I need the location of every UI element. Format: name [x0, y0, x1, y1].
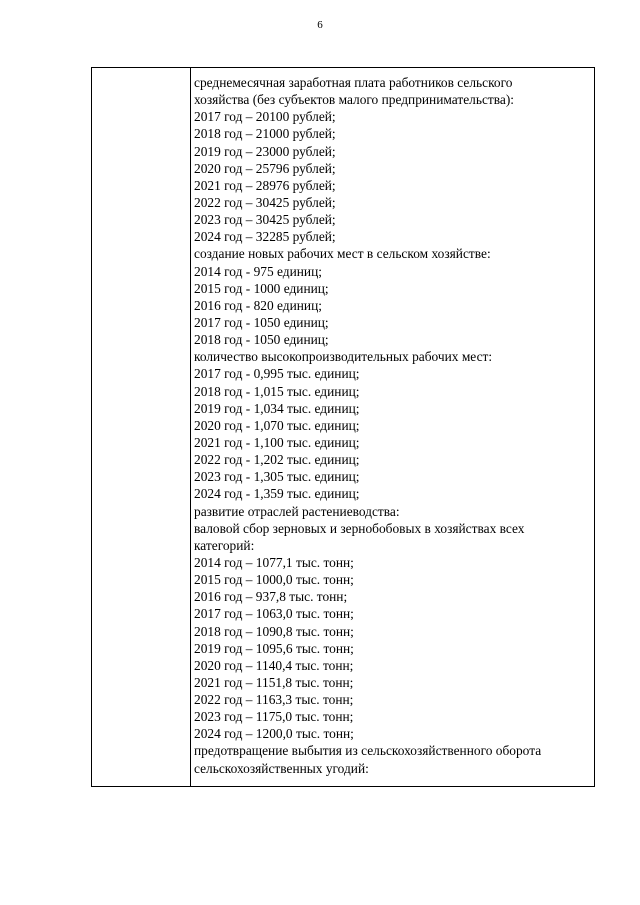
text-line: 2024 год – 32285 рублей; [194, 229, 336, 245]
column-divider [190, 68, 191, 786]
text-line: 2015 год – 1000,0 тыс. тонн; [194, 572, 354, 588]
text-line: 2018 год - 1050 единиц; [194, 332, 329, 348]
page-number: 6 [317, 19, 323, 31]
text-line: 2016 год – 937,8 тыс. тонн; [194, 589, 348, 605]
text-line: 2014 год – 1077,1 тыс. тонн; [194, 554, 354, 570]
text-line: 2019 год – 23000 рублей; [194, 143, 336, 159]
text-line: 2014 год - 975 единиц; [194, 263, 322, 279]
text-line: 2020 год – 25796 рублей; [194, 160, 336, 176]
text-line: 2017 год - 0,995 тыс. единиц; [194, 366, 360, 382]
text-line: валовой сбор зерновых и зернобобовых в хозяйствах всех [194, 520, 525, 536]
text-line: 2021 год – 1151,8 тыс. тонн; [194, 674, 354, 690]
text-line: 2024 год – 1200,0 тыс. тонн; [194, 726, 354, 742]
text-line: 2018 год - 1,015 тыс. единиц; [194, 383, 360, 399]
text-line: 2017 год – 1063,0 тыс. тонн; [194, 606, 354, 622]
text-line: 2023 год – 1175,0 тыс. тонн; [194, 709, 354, 725]
text-line: сельскохозяйственных угодий: [194, 760, 369, 776]
text-line: создание новых рабочих мест в сельском хозяйстве: [194, 246, 491, 262]
text-line: 2017 год - 1050 единиц; [194, 314, 329, 330]
text-line: 2022 год – 1163,3 тыс. тонн; [194, 692, 354, 708]
text-line: 2022 год – 30425 рублей; [194, 194, 336, 210]
text-line: 2016 год - 820 единиц; [194, 297, 322, 313]
text-line: хозяйства (без субъектов малого предпринимательства): [194, 92, 515, 108]
text-line: 2024 год - 1,359 тыс. единиц; [194, 486, 360, 502]
text-line: развитие отраслей растениеводства: [194, 503, 400, 519]
text-line: 2021 год - 1,100 тыс. единиц; [194, 434, 360, 450]
text-line: количество высокопроизводительных рабочих мест: [194, 349, 493, 365]
text-line: 2019 год – 1095,6 тыс. тонн; [194, 640, 354, 656]
text-line: среднемесячная заработная плата работников сельского [194, 75, 513, 90]
text-line: 2022 год - 1,202 тыс. единиц; [194, 452, 360, 468]
document-table [91, 67, 595, 787]
text-line: 2018 год – 1090,8 тыс. тонн; [194, 623, 354, 639]
text-line: 2015 год - 1000 единиц; [194, 280, 329, 296]
text-line: категорий: [194, 537, 255, 553]
text-line: 2021 год – 28976 рублей; [194, 177, 336, 193]
text-line: 2018 год – 21000 рублей; [194, 126, 336, 142]
text-line: 2020 год - 1,070 тыс. единиц; [194, 417, 360, 433]
table-left-cell [92, 68, 190, 786]
text-line: 2023 год – 30425 рублей; [194, 212, 336, 228]
text-line: предотвращение выбытия из сельскохозяйственного оборота [194, 743, 542, 759]
text-line: 2017 год – 20100 рублей; [194, 109, 336, 125]
text-line: 2020 год – 1140,4 тыс. тонн; [194, 657, 354, 673]
text-line: 2019 год - 1,034 тыс. единиц; [194, 400, 360, 416]
text-line: 2023 год - 1,305 тыс. единиц; [194, 469, 360, 485]
table-right-cell [194, 74, 590, 777]
